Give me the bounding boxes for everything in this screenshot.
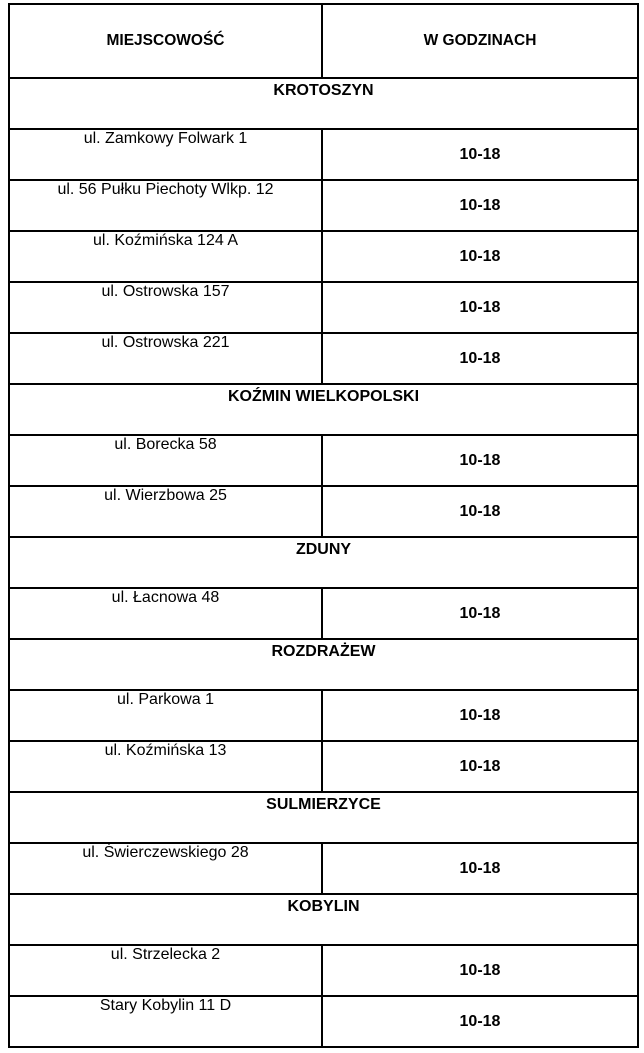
street-address: ul. Strzelecka 2 (9, 945, 322, 996)
table-row (9, 129, 638, 180)
street-address: ul. Zamkowy Folwark 1 (9, 129, 322, 180)
town-name: KOŹMIN WIELKOPOLSKI (9, 384, 638, 435)
street-address: ul. 56 Pułku Piechoty Wlkp. 12 (9, 180, 322, 231)
street-address: ul. Parkowa 1 (9, 690, 322, 741)
opening-hours: 10-18 (322, 588, 638, 639)
town-name: ZDUNY (9, 537, 638, 588)
location-column-header: MIEJSCOWOŚĆ (9, 4, 322, 78)
town-row (9, 537, 638, 588)
street-address: ul. Łacnowa 48 (9, 588, 322, 639)
opening-hours: 10-18 (322, 945, 638, 996)
opening-hours: 10-18 (322, 231, 638, 282)
table-row (9, 333, 638, 384)
town-row (9, 639, 638, 690)
table-row (9, 690, 638, 741)
opening-hours: 10-18 (322, 282, 638, 333)
street-address: ul. Ostrowska 221 (9, 333, 322, 384)
schedule-table (8, 3, 639, 1048)
town-row (9, 792, 638, 843)
street-address: Stary Kobylin 11 D (9, 996, 322, 1047)
town-name: ROZDRAŻEW (9, 639, 638, 690)
opening-hours: 10-18 (322, 333, 638, 384)
table-row (9, 435, 638, 486)
hours-column-header: W GODZINACH (322, 4, 638, 78)
header-row (9, 4, 638, 78)
opening-hours: 10-18 (322, 741, 638, 792)
opening-hours: 10-18 (322, 435, 638, 486)
table-row (9, 741, 638, 792)
table-row (9, 486, 638, 537)
street-address: ul. Borecka 58 (9, 435, 322, 486)
town-row (9, 78, 638, 129)
table-row (9, 996, 638, 1047)
street-address: ul. Koźmińska 124 A (9, 231, 322, 282)
schedule-body (9, 78, 638, 1047)
opening-hours: 10-18 (322, 843, 638, 894)
table-row (9, 282, 638, 333)
table-row (9, 843, 638, 894)
opening-hours: 10-18 (322, 996, 638, 1047)
town-row (9, 384, 638, 435)
table-row (9, 588, 638, 639)
town-name: SULMIERZYCE (9, 792, 638, 843)
street-address: ul. Koźmińska 13 (9, 741, 322, 792)
opening-hours: 10-18 (322, 180, 638, 231)
table-row (9, 231, 638, 282)
opening-hours: 10-18 (322, 486, 638, 537)
opening-hours: 10-18 (322, 129, 638, 180)
town-row (9, 894, 638, 945)
street-address: ul. Ostrowska 157 (9, 282, 322, 333)
town-name: KOBYLIN (9, 894, 638, 945)
street-address: ul. Wierzbowa 25 (9, 486, 322, 537)
table-row (9, 180, 638, 231)
table-row (9, 945, 638, 996)
street-address: ul. Świerczewskiego 28 (9, 843, 322, 894)
opening-hours: 10-18 (322, 690, 638, 741)
town-name: KROTOSZYN (9, 78, 638, 129)
